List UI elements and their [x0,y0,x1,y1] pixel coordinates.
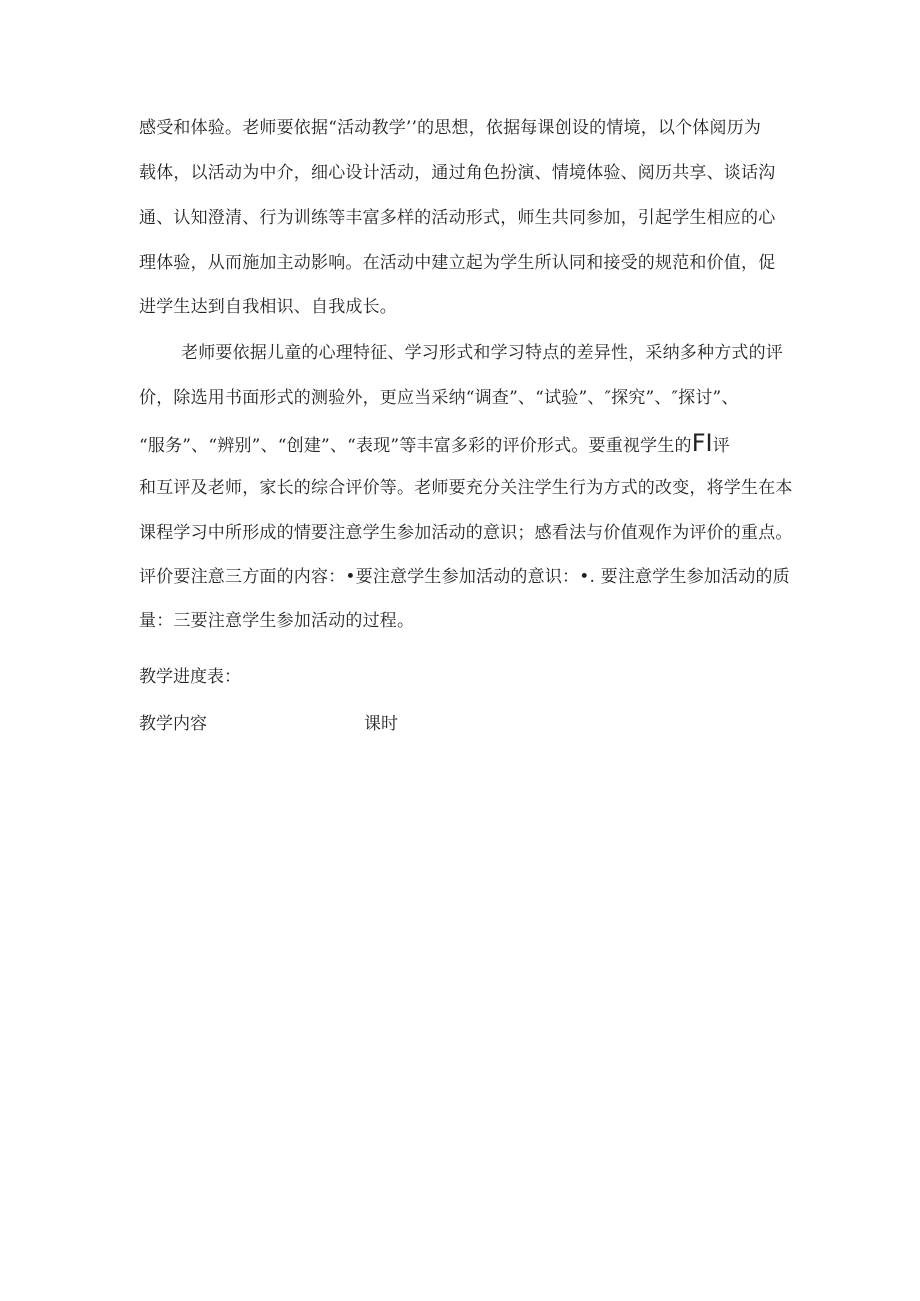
paragraph-2-line-3 [139,429,789,457]
paragraph-1-line-2: 载体，以活动为中介，细心设计活动，通过角色扮演、情境体验、阅历共享、谈话沟 [139,163,776,183]
paragraph-2-line-6: 评价要注意三方面的内容：•要注意学生参加活动的意识：•. 要注意学生参加活动的质 [139,567,790,587]
paragraph-2-line-3-text: “服务”、“辨别”、“创建”、“表现”等丰富多彩的评价形式。要重视学生的 [139,436,692,456]
paragraph-1-line-4: 理体验，从而施加主动影响。在活动中建立起为学生所认同和接受的规范和价值，促 [139,253,776,273]
paragraph-1-line-3: 通、认知澄清、行为训练等丰富多样的活动形式，师生共同参加，引起学生相应的心 [139,208,776,228]
paragraph-2-line-4: 和互评及老师，家长的综合评价等。老师要充分关注学生行为方式的改变，将学生在本 [139,478,793,498]
paragraph-2-line-3-end: 评 [712,436,730,456]
column-header-hours: 课时 [364,714,398,734]
schedule-title: 教学进度表： [139,667,241,687]
column-header-content: 教学内容 [139,714,207,734]
fi-glyph: FI [691,429,713,457]
paragraph-2-line-1: 老师要依据儿童的心理特征、学习形式和学习特点的差异性，采纳多种方式的评 [181,343,783,363]
paragraph-2-line-7: 量：三要注意学生参加活动的过程。 [139,611,415,631]
paragraph-1-line-1: 感受和体验。老师要依据“活动教学’’的思想，依据每课创设的情境，以个体阅历为 [139,118,762,138]
paragraph-1-line-5: 进学生达到自我相识、自我成长。 [139,297,397,317]
paragraph-2-line-5: 课程学习中所形成的情要注意学生参加活动的意识；感看法与价值观作为评价的重点。 [139,523,793,543]
paragraph-2-line-2: 价，除选用书面形式的测验外，更应当采纳“调查”、“试验”、″探究”、″探讨”、 [139,388,739,408]
